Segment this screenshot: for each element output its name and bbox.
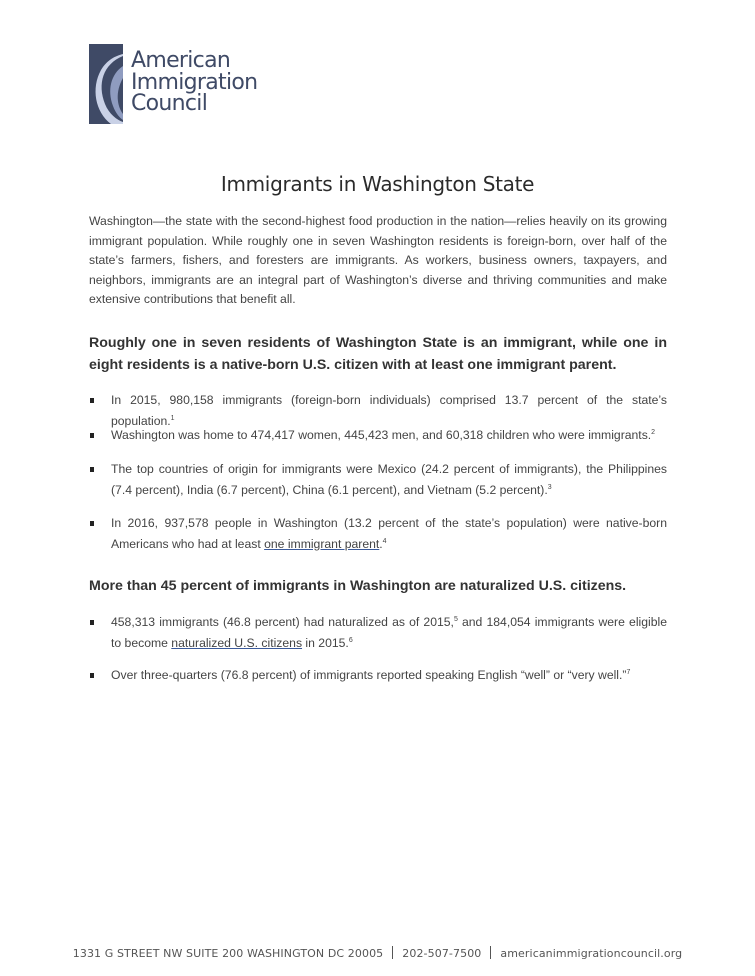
bullet-icon bbox=[90, 620, 94, 625]
intro-paragraph: Washington—the state with the second-highest food production in the nation—relies heavily on its growing immigrant population. While roughly one in seven Washington residents is foreign-born, over half of the state’s farmers, fishers, and foresters are immigrants. As workers, business owners, taxpayers, and neighbors, immigrants are an integral part of Washington’s diverse and thriving communities and make extensive contributions that benefit all. bbox=[89, 214, 667, 307]
footnote-ref[interactable]: 4 bbox=[382, 537, 387, 545]
bullet-icon bbox=[90, 673, 94, 678]
footnote-ref[interactable]: 1 bbox=[170, 414, 175, 422]
list-item bbox=[89, 665, 667, 686]
immigrant-parent-link[interactable]: one immigrant parent bbox=[264, 536, 380, 551]
footer-phone: 202-507-7500 bbox=[402, 947, 482, 960]
footnote-ref[interactable]: 3 bbox=[547, 483, 552, 491]
section-heading-naturalization: More than 45 percent of immigrants in Washington are naturalized U.S. citizens. bbox=[89, 578, 627, 594]
bullet-text: The top countries of origin for immigrants were Mexico (24.2 percent of immigrants), the Philippines (7.4 percent), India (6.7 percent), China (6.1 percent), and Vietnam (5.2 percent). bbox=[111, 462, 667, 497]
bullet-text: In 2015, 980,158 immigrants (foreign-born individuals) comprised 13.7 percent of the state’s population. bbox=[111, 393, 667, 428]
footnote-ref[interactable]: 7 bbox=[626, 669, 631, 676]
list-item bbox=[89, 612, 667, 653]
page-footer bbox=[0, 946, 755, 960]
bullet-tail: . bbox=[379, 536, 383, 551]
bullet-list bbox=[89, 513, 667, 554]
bullet-text: Over three-quarters (76.8 percent) of immigrants reported speaking English “well” or “very well.” bbox=[111, 668, 627, 682]
footer-website[interactable]: americanimmigrationcouncil.org bbox=[500, 947, 683, 960]
bullet-list bbox=[89, 459, 667, 500]
bullet-text: Washington was home to 474,417 women, 445,423 men, and 60,318 children who were immigrants. bbox=[111, 428, 652, 442]
footnote-ref[interactable]: 2 bbox=[651, 429, 656, 436]
bullet-text: In 2016, 937,578 people in Washington (13.2 percent of the state’s population) were native-born Americans who had at least bbox=[111, 516, 667, 551]
bullet-icon bbox=[90, 398, 94, 403]
footnote-ref[interactable]: 5 bbox=[453, 616, 458, 623]
bullet-icon bbox=[90, 467, 94, 472]
logo-mark-icon bbox=[89, 44, 123, 124]
footer-divider bbox=[392, 946, 393, 959]
footer-divider bbox=[490, 946, 491, 959]
bullet-text-continued: and 184,054 immigrants were eligible to become bbox=[111, 615, 667, 650]
footer-address: 1331 G STREET NW SUITE 200 WASHINGTON DC 20005 bbox=[72, 947, 384, 960]
logo-wordmark bbox=[131, 50, 257, 115]
bullet-text: 458,313 immigrants (46.8 percent) had naturalized as of 2015, bbox=[111, 615, 454, 629]
bullet-tail: in 2015. bbox=[302, 635, 349, 650]
section-heading-population: Roughly one in seven residents of Washington State is an immigrant, while one in eight residents is a native-born U.S. citizen with at least one immigrant parent. bbox=[89, 335, 667, 373]
bullet-icon bbox=[90, 433, 94, 438]
logo-line-1: American bbox=[131, 48, 231, 73]
page-title: Immigrants in Washington State bbox=[220, 172, 535, 196]
logo-line-3: Council bbox=[131, 91, 208, 116]
list-item bbox=[89, 513, 667, 554]
bullet-list bbox=[89, 612, 667, 653]
bullet-icon bbox=[90, 521, 94, 526]
bullet-list bbox=[89, 425, 667, 446]
list-item bbox=[89, 425, 667, 446]
bullet-list bbox=[89, 665, 667, 686]
list-item bbox=[89, 459, 667, 500]
footnote-ref[interactable]: 6 bbox=[348, 636, 353, 644]
naturalized-citizens-link[interactable]: naturalized U.S. citizens bbox=[171, 635, 303, 650]
organization-logo bbox=[89, 44, 259, 126]
logo-line-2: Immigration bbox=[131, 69, 258, 95]
